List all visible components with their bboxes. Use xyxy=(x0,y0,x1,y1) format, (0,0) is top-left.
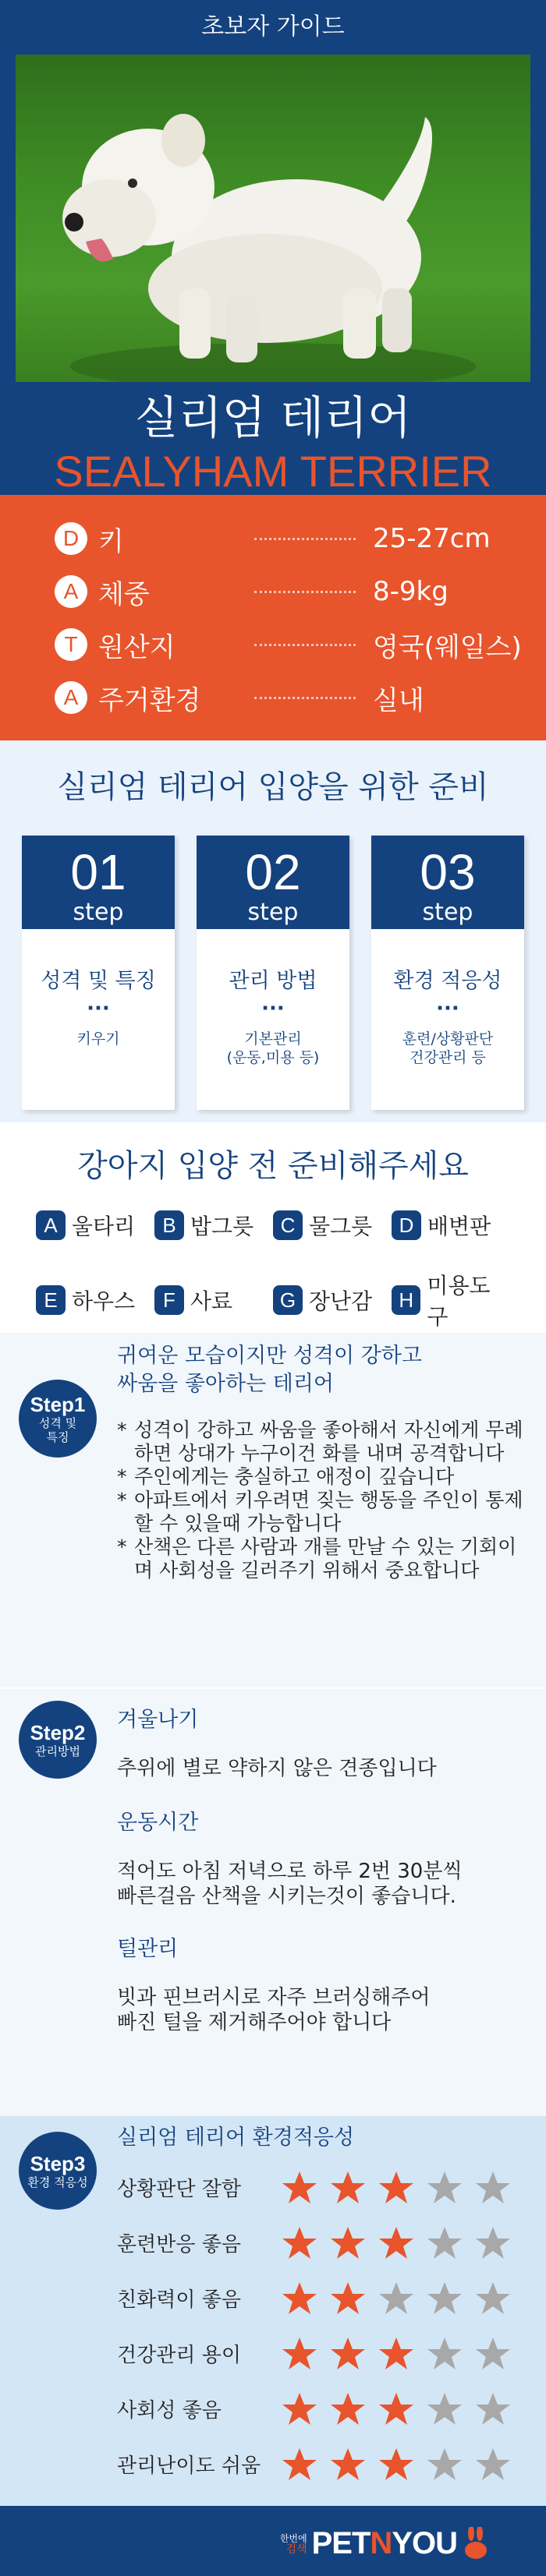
prep-card-01[interactable] xyxy=(22,836,175,1110)
star-filled-icon xyxy=(281,2169,318,2207)
step-badge-sub: 환경 적응성 xyxy=(27,2175,88,2189)
step1-bullet xyxy=(117,1465,530,1489)
step1-heading: 귀여운 모습이지만 성격이 강하고 싸움을 좋아하는 테리어 xyxy=(117,1344,422,1396)
supply-item xyxy=(36,1269,154,1331)
rating-label: 건강관리 용이 xyxy=(117,2344,241,2367)
guide-title: 초보자 가이드 xyxy=(201,13,345,41)
star-empty-icon xyxy=(426,2390,463,2428)
rating-row xyxy=(117,2326,530,2381)
star-filled-icon xyxy=(378,2169,415,2207)
rating-row xyxy=(117,2436,530,2492)
dotted-leader xyxy=(254,538,356,540)
adoption-prep-section xyxy=(0,740,546,1122)
info-row-weight xyxy=(55,565,546,618)
star-empty-icon xyxy=(474,2224,512,2262)
card-title: 관리 방법 xyxy=(229,969,317,993)
supply-item xyxy=(392,1210,510,1241)
info-badge: A xyxy=(55,575,87,608)
card-step-label: step xyxy=(422,899,473,926)
rating-row xyxy=(117,2270,530,2326)
step1-section xyxy=(0,1333,546,1687)
card-subtitle: 기본관리 (운동,미용 등) xyxy=(226,1030,320,1066)
petnyou-logo[interactable] xyxy=(280,2526,491,2561)
step2-body-winter: 추위에 별로 약하지 않은 견종입니다 xyxy=(117,1757,437,1780)
ratings-list xyxy=(117,2160,530,2492)
rating-label: 친화력이 좋음 xyxy=(117,2288,241,2312)
supply-label: 울타리 xyxy=(72,1214,136,1239)
dotted-leader xyxy=(254,591,356,593)
star-filled-icon xyxy=(281,2280,318,2317)
supply-label: 장난감 xyxy=(309,1288,373,1314)
bullet-text: 주인에게는 충실하고 애정이 깊습니다 xyxy=(134,1465,455,1488)
breed-korean-name: 실리엄 테리어 xyxy=(134,391,412,444)
rating-row xyxy=(117,2215,530,2270)
bullet-text: 산책은 다른 사람과 개를 만날 수 있는 기회이며 사회성을 길러주기 위해서 중요합니다 xyxy=(134,1535,517,1581)
info-row-origin xyxy=(55,618,546,671)
supply-badge: B xyxy=(154,1210,184,1240)
bullet-text: 성격이 강하고 싸움을 좋아해서 자신에게 무례하면 상대가 누구이건 화를 내며 공격합니다 xyxy=(134,1419,523,1465)
step3-badge xyxy=(19,2132,97,2210)
card-number: 01 xyxy=(70,844,126,900)
step2-body-coat: 빗과 핀브러시로 자주 브러싱해주어 빠진 털을 제거해주어야 합니다 xyxy=(117,1986,431,2034)
star-filled-icon xyxy=(378,2224,415,2262)
supply-badge: E xyxy=(36,1285,66,1315)
supply-badge: A xyxy=(36,1210,66,1240)
card-title: 환경 적응성 xyxy=(393,969,502,993)
star-filled-icon xyxy=(329,2169,367,2207)
prep-card-02[interactable] xyxy=(197,836,349,1110)
card-subtitle: 키우기 xyxy=(76,1030,120,1048)
bullet-text: 아파트에서 키우려면 짖는 행동을 주인이 통제할 수 있을때 가능합니다 xyxy=(134,1489,523,1535)
dotted-leader xyxy=(254,644,356,646)
star-empty-icon xyxy=(474,2169,512,2207)
info-label: 원산지 xyxy=(98,631,176,663)
rating-label: 사회성 좋음 xyxy=(117,2399,222,2422)
info-badge: A xyxy=(55,681,87,714)
info-label: 주거환경 xyxy=(98,684,201,716)
info-label: 체중 xyxy=(98,578,150,610)
step-badge-title: Step1 xyxy=(30,1393,86,1416)
bullet-mark: * xyxy=(117,1465,127,1488)
star-empty-icon xyxy=(474,2335,512,2373)
star-filled-icon xyxy=(281,2224,318,2262)
bullet-mark: * xyxy=(117,1419,127,1441)
prep-title: 실리엄 테리어 입양을 위한 준비 xyxy=(57,769,489,805)
star-empty-icon xyxy=(426,2169,463,2207)
card-dots: ··· xyxy=(87,997,110,1020)
supply-item xyxy=(36,1210,154,1241)
supply-label: 물그릇 xyxy=(309,1214,373,1239)
supplies-title: 강아지 입양 전 준비해주세요 xyxy=(77,1148,469,1184)
step2-heading-exercise: 운동시간 xyxy=(117,1811,199,1835)
supplies-section xyxy=(0,1122,546,1333)
star-empty-icon xyxy=(426,2446,463,2483)
step2-heading-winter: 겨울나기 xyxy=(117,1708,199,1732)
supply-label: 미용도구 xyxy=(427,1273,491,1330)
info-row-housing xyxy=(55,671,546,724)
breed-english-name: SEALYHAM TERRIER xyxy=(54,447,492,496)
star-empty-icon xyxy=(426,2335,463,2373)
dog-image xyxy=(16,55,530,382)
star-empty-icon xyxy=(474,2280,512,2317)
info-value: 25-27cm xyxy=(373,523,491,554)
info-value: 8-9kg xyxy=(373,576,448,607)
logo-text-n: N xyxy=(370,2526,392,2560)
star-filled-icon xyxy=(378,2390,415,2428)
rating-label: 관리난이도 쉬움 xyxy=(117,2454,261,2478)
step1-bullet xyxy=(117,1535,530,1582)
card-number: 03 xyxy=(420,844,476,900)
star-filled-icon xyxy=(378,2335,415,2373)
star-filled-icon xyxy=(329,2446,367,2483)
step1-badge xyxy=(19,1380,97,1458)
card-subtitle: 훈련/상황판단 건강관리 등 xyxy=(402,1030,494,1066)
star-filled-icon xyxy=(329,2390,367,2428)
dog-photo xyxy=(16,55,530,382)
card-step-label: step xyxy=(247,899,299,926)
supply-item xyxy=(154,1269,273,1331)
footer xyxy=(0,2506,546,2576)
supply-item xyxy=(273,1210,392,1241)
step1-bullet xyxy=(117,1489,530,1535)
supply-badge: F xyxy=(154,1285,184,1315)
step-badge-title: Step2 xyxy=(30,1721,86,1744)
supply-label: 배변판 xyxy=(427,1214,491,1239)
rabbit-icon xyxy=(460,2527,491,2561)
star-filled-icon xyxy=(329,2224,367,2262)
supply-label: 사료 xyxy=(190,1288,233,1314)
supply-item xyxy=(392,1269,510,1331)
card-title: 성격 및 특징 xyxy=(41,969,156,993)
star-filled-icon xyxy=(329,2335,367,2373)
supply-badge: D xyxy=(392,1210,421,1240)
step-badge-sub: 성격 및 특징 xyxy=(38,1416,77,1444)
breed-info xyxy=(0,495,546,740)
step3-heading: 실리엄 테리어 환경적응성 xyxy=(117,2125,355,2150)
step2-section xyxy=(0,1687,546,2116)
logo-tagline-1: 한번에 xyxy=(279,2532,307,2544)
info-row-height xyxy=(55,512,546,565)
step2-body-exercise: 적어도 아침 저녁으로 하루 2번 30분씩 빠른걸음 산책을 시키는것이 좋습니다. xyxy=(117,1860,463,1908)
star-empty-icon xyxy=(378,2280,415,2317)
supply-badge: G xyxy=(273,1285,303,1315)
prep-card-03[interactable] xyxy=(371,836,524,1110)
logo-tagline-2: 검색 xyxy=(285,2542,307,2556)
star-filled-icon xyxy=(329,2280,367,2317)
star-filled-icon xyxy=(281,2446,318,2483)
supply-label: 밥그릇 xyxy=(190,1214,254,1239)
step-badge-title: Step3 xyxy=(30,2152,86,2175)
rating-row xyxy=(117,2160,530,2215)
star-empty-icon xyxy=(426,2224,463,2262)
star-filled-icon xyxy=(281,2390,318,2428)
rating-label: 훈련반응 좋음 xyxy=(117,2233,241,2256)
supply-item xyxy=(273,1269,392,1331)
card-dots: ··· xyxy=(436,997,459,1020)
card-number: 02 xyxy=(245,844,301,900)
supply-badge: H xyxy=(392,1285,420,1315)
supply-label: 하우스 xyxy=(72,1288,136,1314)
card-step-label: step xyxy=(73,899,124,926)
info-value: 영국(웨일스) xyxy=(373,631,522,663)
rating-row xyxy=(117,2381,530,2436)
info-badge: D xyxy=(55,522,87,555)
step2-heading-coat: 털관리 xyxy=(117,1937,179,1961)
breed-names xyxy=(0,382,546,495)
step-badge-sub: 관리방법 xyxy=(35,1744,80,1758)
step1-bullet xyxy=(117,1419,530,1465)
star-empty-icon xyxy=(474,2446,512,2483)
supply-item xyxy=(154,1210,273,1241)
top-banner xyxy=(0,0,546,495)
star-filled-icon xyxy=(281,2335,318,2373)
star-empty-icon xyxy=(474,2390,512,2428)
step3-section xyxy=(0,2116,546,2506)
bullet-mark: * xyxy=(117,1489,127,1511)
card-dots: ··· xyxy=(261,997,285,1020)
supply-badge: C xyxy=(273,1210,303,1240)
bullet-mark: * xyxy=(117,1535,127,1558)
star-filled-icon xyxy=(378,2446,415,2483)
logo-text-pet: PET xyxy=(311,2526,370,2560)
info-label: 키 xyxy=(98,525,124,557)
logo-text-you: YOU xyxy=(392,2526,457,2560)
guide-timeline xyxy=(0,1333,546,2506)
info-badge: T xyxy=(55,628,87,661)
info-value: 실내 xyxy=(373,684,424,716)
dotted-leader xyxy=(254,697,356,699)
rating-label: 상황판단 잘함 xyxy=(117,2178,241,2201)
step2-badge xyxy=(19,1701,97,1779)
star-empty-icon xyxy=(426,2280,463,2317)
